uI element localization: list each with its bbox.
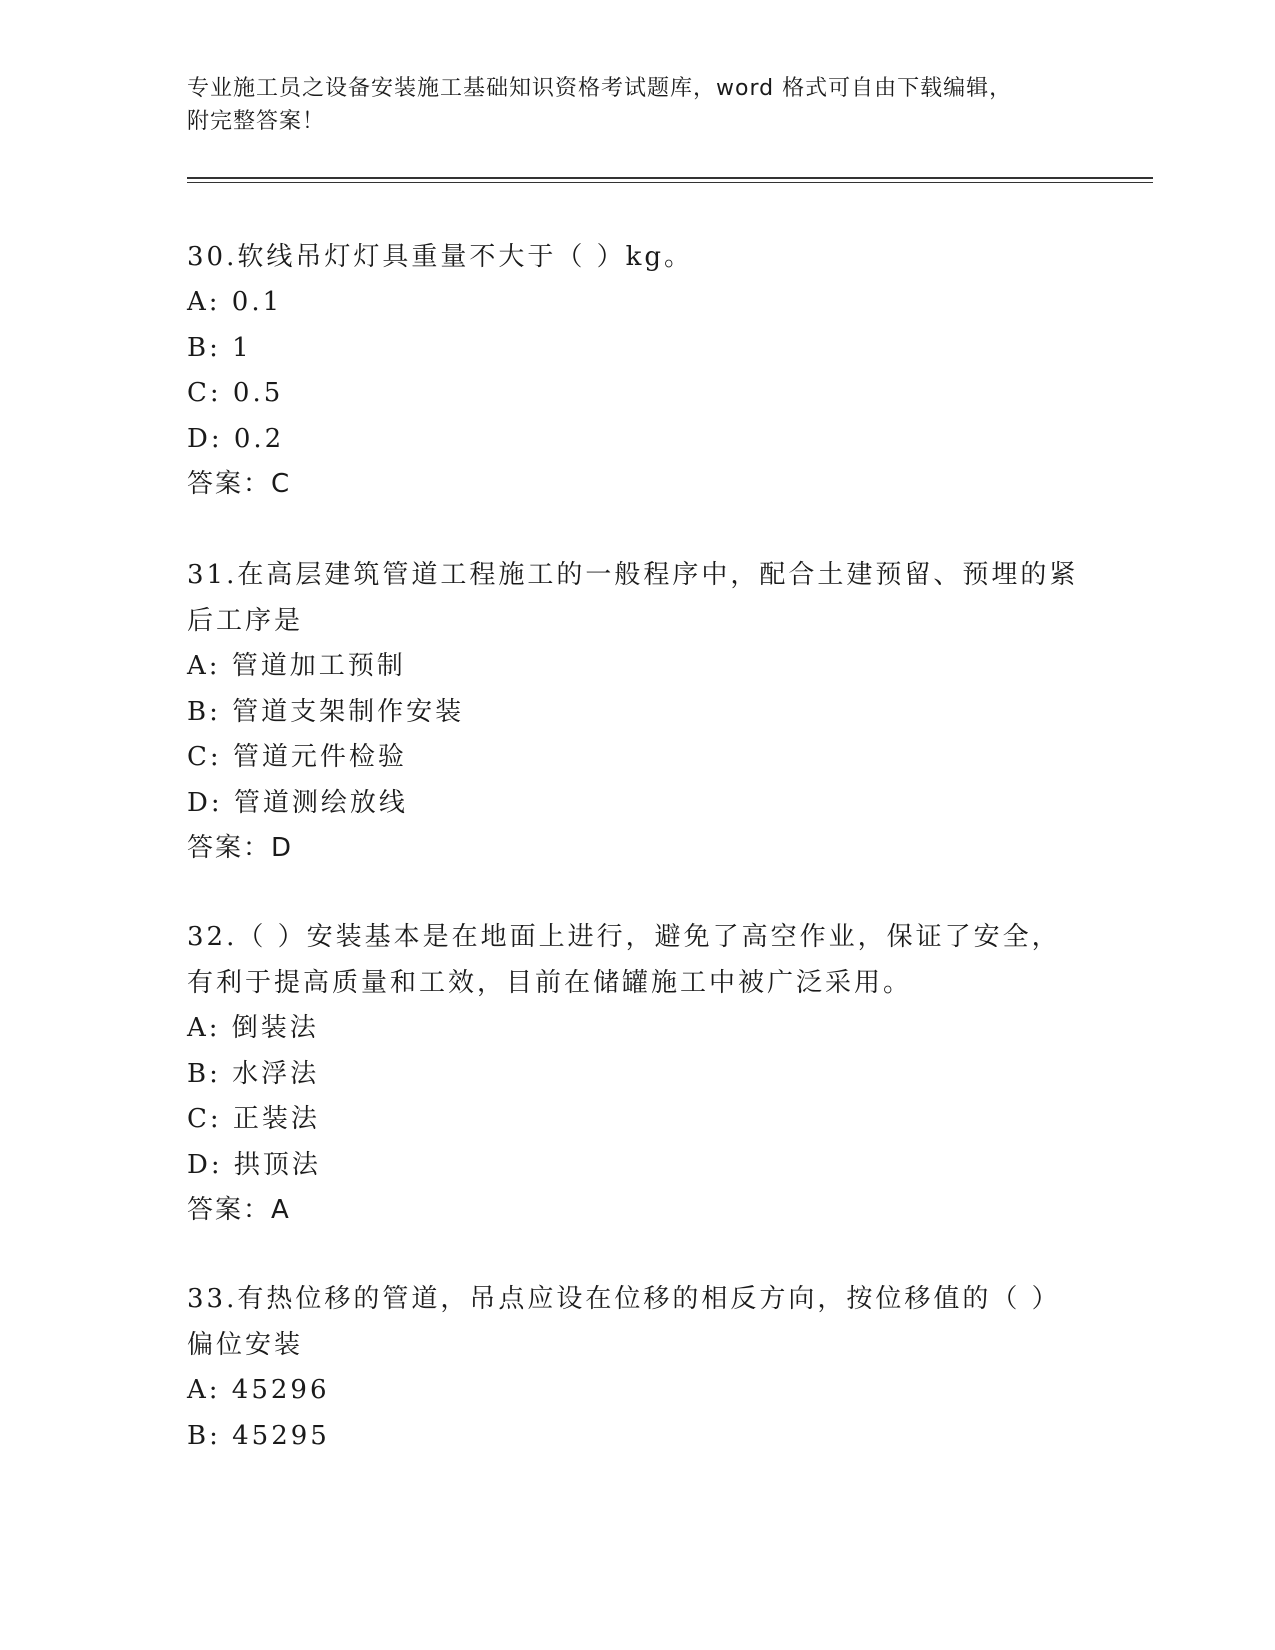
option-a: A: 管道加工预制 (187, 651, 406, 681)
answer: 答案：A (187, 1195, 291, 1225)
option-d: D: 拱顶法 (187, 1149, 321, 1180)
option-b: B: 水浮法 (187, 1058, 320, 1089)
option-a: A: 0.1 (187, 287, 283, 317)
question-text: 33.有热位移的管道，吊点应设在位移的相反方向，按位移值的（ ） (187, 1284, 1061, 1314)
option-d: D: 0.2 (187, 423, 285, 454)
header-divider-thin (187, 182, 1153, 183)
question-text: 31.在高层建筑管道工程施工的一般程序中，配合土建预留、预埋的紧 (187, 560, 1079, 590)
header-line-1: 专业施工员之设备安装施工基础知识资格考试题库，word 格式可自由下载编辑， (187, 76, 1013, 101)
question-33 (187, 1276, 1087, 1459)
option-d: D: 管道测绘放线 (187, 787, 408, 818)
question-32 (187, 914, 1087, 1232)
option-a: A: 45296 (187, 1375, 330, 1405)
option-c: C: 正装法 (187, 1104, 320, 1134)
option-b: B: 管道支架制作安装 (187, 696, 465, 727)
question-text: 32.（ ）安装基本是在地面上进行，避免了高空作业，保证了安全， (187, 922, 1061, 952)
header-divider-thick (187, 177, 1153, 179)
option-c: C: 0.5 (187, 378, 284, 408)
option-b: B: 1 (187, 332, 252, 363)
answer: 答案：D (187, 833, 294, 863)
option-c: C: 管道元件检验 (187, 742, 407, 772)
option-a: A: 倒装法 (187, 1013, 319, 1043)
option-b: B: 45295 (187, 1420, 330, 1451)
header-line-2: 附完整答案！ (187, 109, 326, 134)
question-31 (187, 552, 1087, 870)
document-header (187, 72, 1067, 138)
question-30 (187, 234, 1087, 506)
question-text: 30.软线吊灯灯具重量不大于（ ）kg。 (187, 242, 694, 272)
question-text-continued: 有利于提高质量和工效，目前在储罐施工中被广泛采用。 (187, 968, 913, 998)
question-text-continued: 后工序是 (187, 606, 304, 636)
question-text-continued: 偏位安装 (187, 1330, 304, 1360)
answer: 答案：C (187, 469, 292, 499)
